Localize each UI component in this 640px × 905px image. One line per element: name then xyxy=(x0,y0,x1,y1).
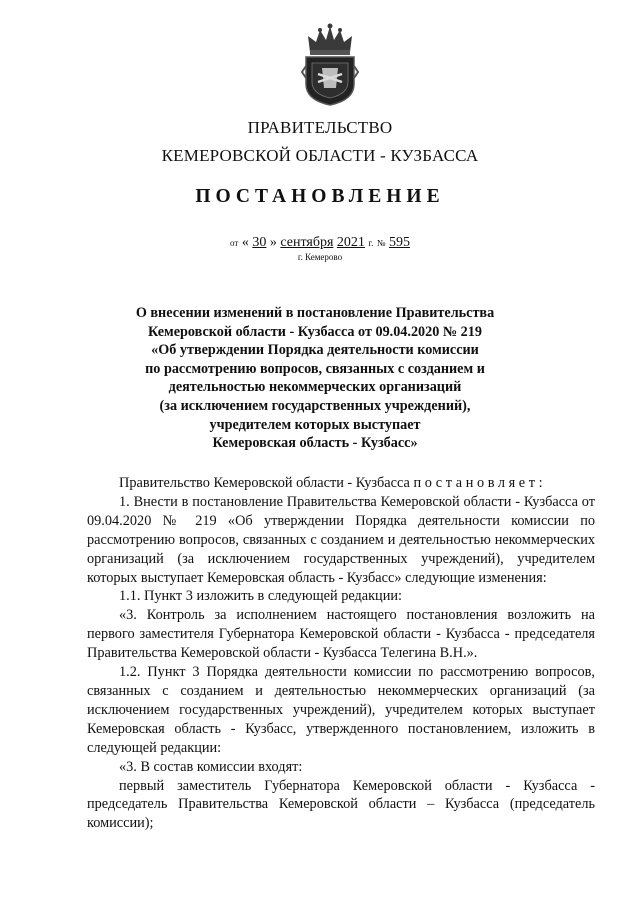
date-prefix: от xyxy=(230,238,239,248)
quote-close: » xyxy=(269,235,277,250)
body-paragraph: 1.2. Пункт 3 Порядка деятельности комиссии по рассмотрению вопросов, связанных с созданием и деятельностью некоммерческих организаций (за исключением государственных учреждений), учредителем которых выступает Кемеровская область - Кузбасс, утвержденного постановлением, изложить в следующей редакции: xyxy=(87,664,595,756)
body-paragraph: первый заместитель Губернатора Кемеровской области - Кузбасса - председатель Правительства Кемеровской области – Кузбасса (председатель комиссии); xyxy=(87,777,595,832)
city: г. Кемерово xyxy=(297,252,343,262)
resolves-text: постановляет: xyxy=(413,475,547,491)
title-line: деятельностью некоммерческих организаций xyxy=(168,379,462,396)
body-paragraph: 1.1. Пункт 3 изложить в следующей редакции: xyxy=(119,588,402,605)
coat-of-arms-icon xyxy=(300,22,360,106)
title-line: учредителем которых выступает xyxy=(209,416,421,433)
body-paragraph: 1. Внести в постановление Правительства Кемеровской области - Кузбасса от 09.04.2020 № 219 «Об утверждении Порядка деятельности комиссии по рассмотрению вопросов, связанных с созданием и деятельностью некоммерческих организаций (за исключением государственных учреждений), учредителем которых выступает Кемеровская область - Кузбасс» следующие изменения: xyxy=(87,493,595,586)
date-year: 2021 xyxy=(336,235,365,250)
body-paragraph: «3. Контроль за исполнением настоящего постановления возложить на первого заместителя Губернатора Кемеровской области - Кузбасса - председателя Правительства Кемеровской области - Кузбасса Телегина В.Н.». xyxy=(87,607,595,662)
quote-open: « xyxy=(241,235,249,250)
title-line: по рассмотрению вопросов, связанных с созданием и xyxy=(145,360,485,377)
year-suffix: г. xyxy=(368,238,374,248)
number-label: № xyxy=(376,238,386,248)
government-name-line2: КЕМЕРОВСКОЙ ОБЛАСТИ - КУЗБАССА xyxy=(161,146,479,165)
title-line: Кемеровская область - Кузбасс» xyxy=(212,435,418,452)
document-type: ПОСТАНОВЛЕНИЕ xyxy=(195,186,445,207)
document-number: 595 xyxy=(388,235,410,250)
government-name-line1: ПРАВИТЕЛЬСТВО xyxy=(247,118,393,137)
intro-text: Правительство Кемеровской области - Кузбасса xyxy=(119,475,410,491)
document-title xyxy=(100,304,530,453)
title-line: О внесении изменений в постановление Правительства xyxy=(135,305,495,321)
title-line: «Об утверждении Порядка деятельности комиссии xyxy=(151,342,479,359)
crown-icon xyxy=(308,24,352,56)
shield-icon xyxy=(302,57,358,105)
date-month: сентября xyxy=(280,235,334,250)
title-line: Кемеровской области - Кузбасса от 09.04.2020 № 219 xyxy=(148,323,482,340)
body-paragraph: «3. В состав комиссии входят: xyxy=(119,758,303,775)
title-line: (за исключением государственных учреждений), xyxy=(159,397,471,414)
document-body xyxy=(87,474,595,833)
date-day: 30 xyxy=(252,235,267,250)
date-line xyxy=(0,235,640,251)
intro-paragraph xyxy=(87,474,595,493)
